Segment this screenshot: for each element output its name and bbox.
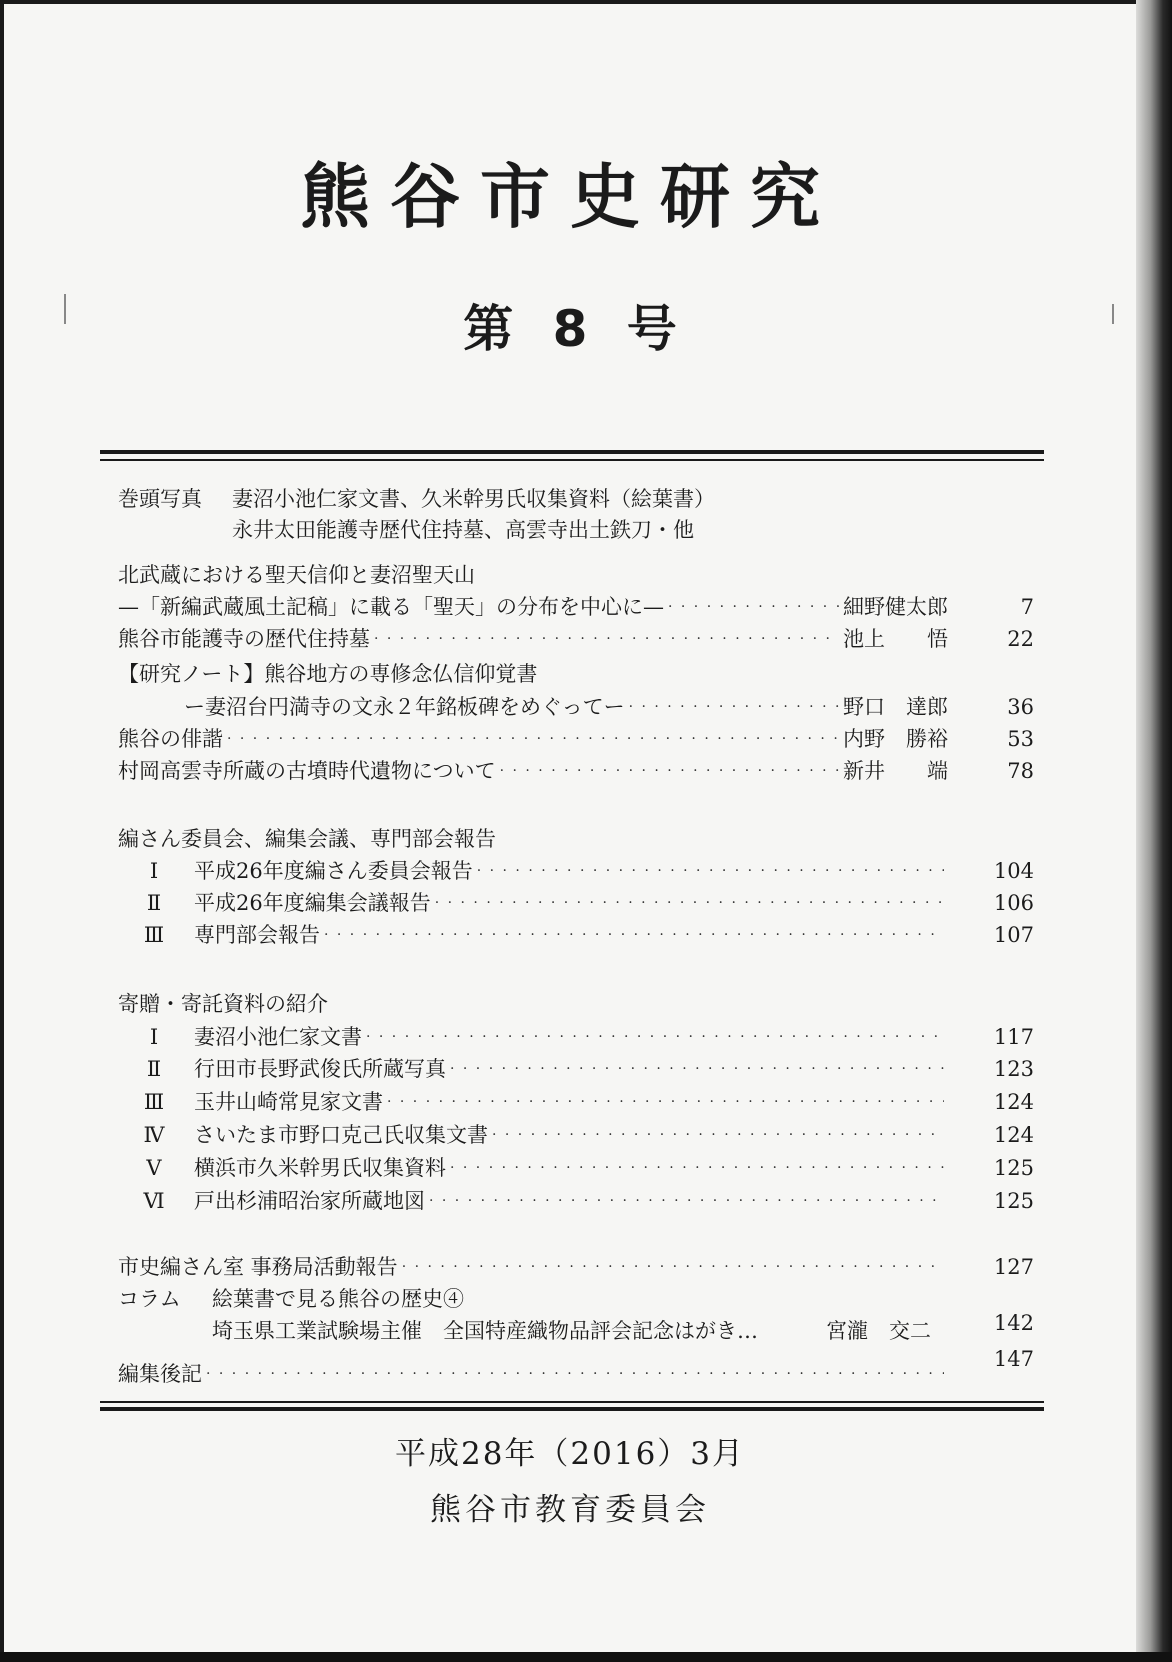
leader-dots — [366, 1022, 944, 1052]
roman-numeral: Ⅳ — [143, 1123, 165, 1147]
donation-title: 玉井山崎常見家文書 — [194, 1090, 383, 1114]
leader-dots — [206, 1359, 944, 1389]
toc-entry — [194, 1186, 948, 1216]
donation-title: 行田市長野武俊氏所蔵写真 — [194, 1057, 446, 1081]
toc-entry — [194, 1087, 948, 1117]
section-heading: 編さん委員会、編集会議、専門部会報告 — [118, 827, 496, 851]
journal-cover — [4, 4, 1136, 1652]
page-number: 78 — [1007, 759, 1034, 783]
donation-title: 横浜市久米幹男氏収集資料 — [194, 1156, 446, 1180]
page-number: 124 — [993, 1090, 1034, 1114]
roman-numeral: Ⅰ — [149, 1025, 159, 1049]
scan-mark — [1112, 304, 1114, 324]
toc-entry — [194, 1120, 948, 1150]
toc-entry — [118, 1359, 948, 1389]
roman-numeral: Ⅴ — [146, 1156, 162, 1180]
frontispiece-label: 巻頭写真 — [118, 487, 202, 511]
leader-dots — [492, 1120, 944, 1150]
page-number: 22 — [1007, 627, 1034, 651]
column-author: 宮瀧 交二 — [826, 1319, 931, 1343]
roman-numeral: Ⅱ — [146, 1057, 162, 1081]
roman-numeral: Ⅱ — [146, 891, 162, 915]
page-number: 147 — [993, 1347, 1034, 1371]
top-rule-thin — [100, 459, 1044, 461]
toc-entry — [194, 1054, 948, 1084]
donation-title: 妻沼小池仁家文書 — [194, 1025, 362, 1049]
report-title: 平成26年度編集会議報告 — [194, 891, 431, 915]
leader-dots — [435, 888, 944, 918]
leader-dots — [387, 1087, 944, 1117]
issue-number: 第 8 号 — [463, 300, 677, 358]
donation-title: 戸出杉浦昭治家所蔵地図 — [194, 1189, 425, 1213]
leader-dots — [227, 724, 839, 754]
afterword-title: 編集後記 — [118, 1362, 202, 1386]
leader-dots — [477, 856, 944, 886]
frontispiece-line-1: 妻沼小池仁家文書、久米幹男氏収集資料（絵葉書） — [232, 487, 715, 511]
page-number: 53 — [1007, 727, 1034, 751]
page-number: 7 — [1020, 595, 1034, 619]
article-title: 熊谷市能護寺の歴代住持墓 — [118, 627, 370, 651]
publisher: 熊谷市教育委員会 — [430, 1492, 710, 1528]
roman-numeral: Ⅰ — [149, 859, 159, 883]
article-author: 野口 達郎 — [843, 695, 948, 719]
toc-entry — [118, 1252, 948, 1282]
leader-dots — [668, 592, 839, 622]
article-subtitle: ー妻沼台円満寺の文永２年銘板碑をめぐってー — [184, 695, 625, 719]
leader-dots — [450, 1054, 944, 1084]
page-number: 142 — [993, 1311, 1034, 1335]
leader-dots — [374, 624, 839, 654]
bottom-rule — [100, 1407, 1044, 1411]
article-author: 池上 悟 — [843, 627, 948, 651]
section-heading: 寄贈・寄託資料の紹介 — [118, 992, 328, 1016]
scan-edge-bottom — [0, 1652, 1172, 1662]
scan-mark — [64, 294, 66, 324]
article-author: 細野健太郎 — [843, 595, 948, 619]
roman-numeral: Ⅵ — [143, 1189, 165, 1213]
column-label: コラム — [118, 1287, 181, 1311]
leader-dots — [324, 920, 944, 950]
office-report-title: 市史編さん室 事務局活動報告 — [118, 1255, 398, 1279]
page-number: 127 — [993, 1255, 1034, 1279]
toc-entry — [194, 856, 948, 886]
article-title: 【研究ノート】熊谷地方の専修念仏信仰覚書 — [118, 662, 538, 686]
publication-date: 平成28年（2016）3月 — [394, 1436, 746, 1472]
page-number: 106 — [993, 891, 1034, 915]
report-title: 専門部会報告 — [194, 923, 320, 947]
bottom-rule-thin — [100, 1401, 1044, 1403]
page-number: 125 — [993, 1156, 1034, 1180]
toc-entry — [184, 692, 948, 722]
page-number: 107 — [993, 923, 1034, 947]
page-number: 123 — [993, 1057, 1034, 1081]
frontispiece-line-2: 永井太田能護寺歴代住持墓、高雲寺出土鉄刀・他 — [232, 518, 694, 542]
article-title: 熊谷の俳諧 — [118, 727, 223, 751]
toc-entry — [118, 592, 948, 622]
top-rule — [100, 450, 1044, 454]
article-author: 内野 勝裕 — [843, 727, 948, 751]
page-number: 36 — [1007, 695, 1034, 719]
leader-dots — [500, 756, 839, 786]
roman-numeral: Ⅲ — [143, 1090, 165, 1114]
leader-dots — [429, 1186, 944, 1216]
page-number: 125 — [993, 1189, 1034, 1213]
toc-entry — [194, 888, 948, 918]
roman-numeral: Ⅲ — [143, 923, 165, 947]
leader-dots — [629, 692, 839, 722]
toc-entry — [118, 624, 948, 654]
article-title: 村岡高雲寺所蔵の古墳時代遺物について — [118, 759, 496, 783]
toc-entry — [194, 1153, 948, 1183]
leader-dots — [450, 1153, 944, 1183]
page-number: 104 — [993, 859, 1034, 883]
article-author: 新井 端 — [843, 759, 948, 783]
toc-entry — [118, 724, 948, 754]
article-title: 北武蔵における聖天信仰と妻沼聖天山 — [118, 563, 475, 587]
page-number: 117 — [993, 1025, 1034, 1049]
toc-entry — [118, 756, 948, 786]
scan-edge-right — [1136, 0, 1172, 1662]
journal-title: 熊谷市史研究 — [300, 156, 840, 238]
report-title: 平成26年度編さん委員会報告 — [194, 859, 473, 883]
donation-title: さいたま市野口克己氏収集文書 — [194, 1123, 488, 1147]
page-number: 124 — [993, 1123, 1034, 1147]
leader-dots — [402, 1252, 944, 1282]
toc-entry — [194, 920, 948, 950]
article-subtitle: —「新編武蔵風土記稿」に載る「聖天」の分布を中心に— — [118, 595, 664, 619]
column-subtitle: 埼玉県工業試験場主催 全国特産織物品評会記念はがき… — [212, 1319, 758, 1343]
column-title: 絵葉書で見る熊谷の歴史④ — [212, 1287, 464, 1311]
toc-entry — [194, 1022, 948, 1052]
